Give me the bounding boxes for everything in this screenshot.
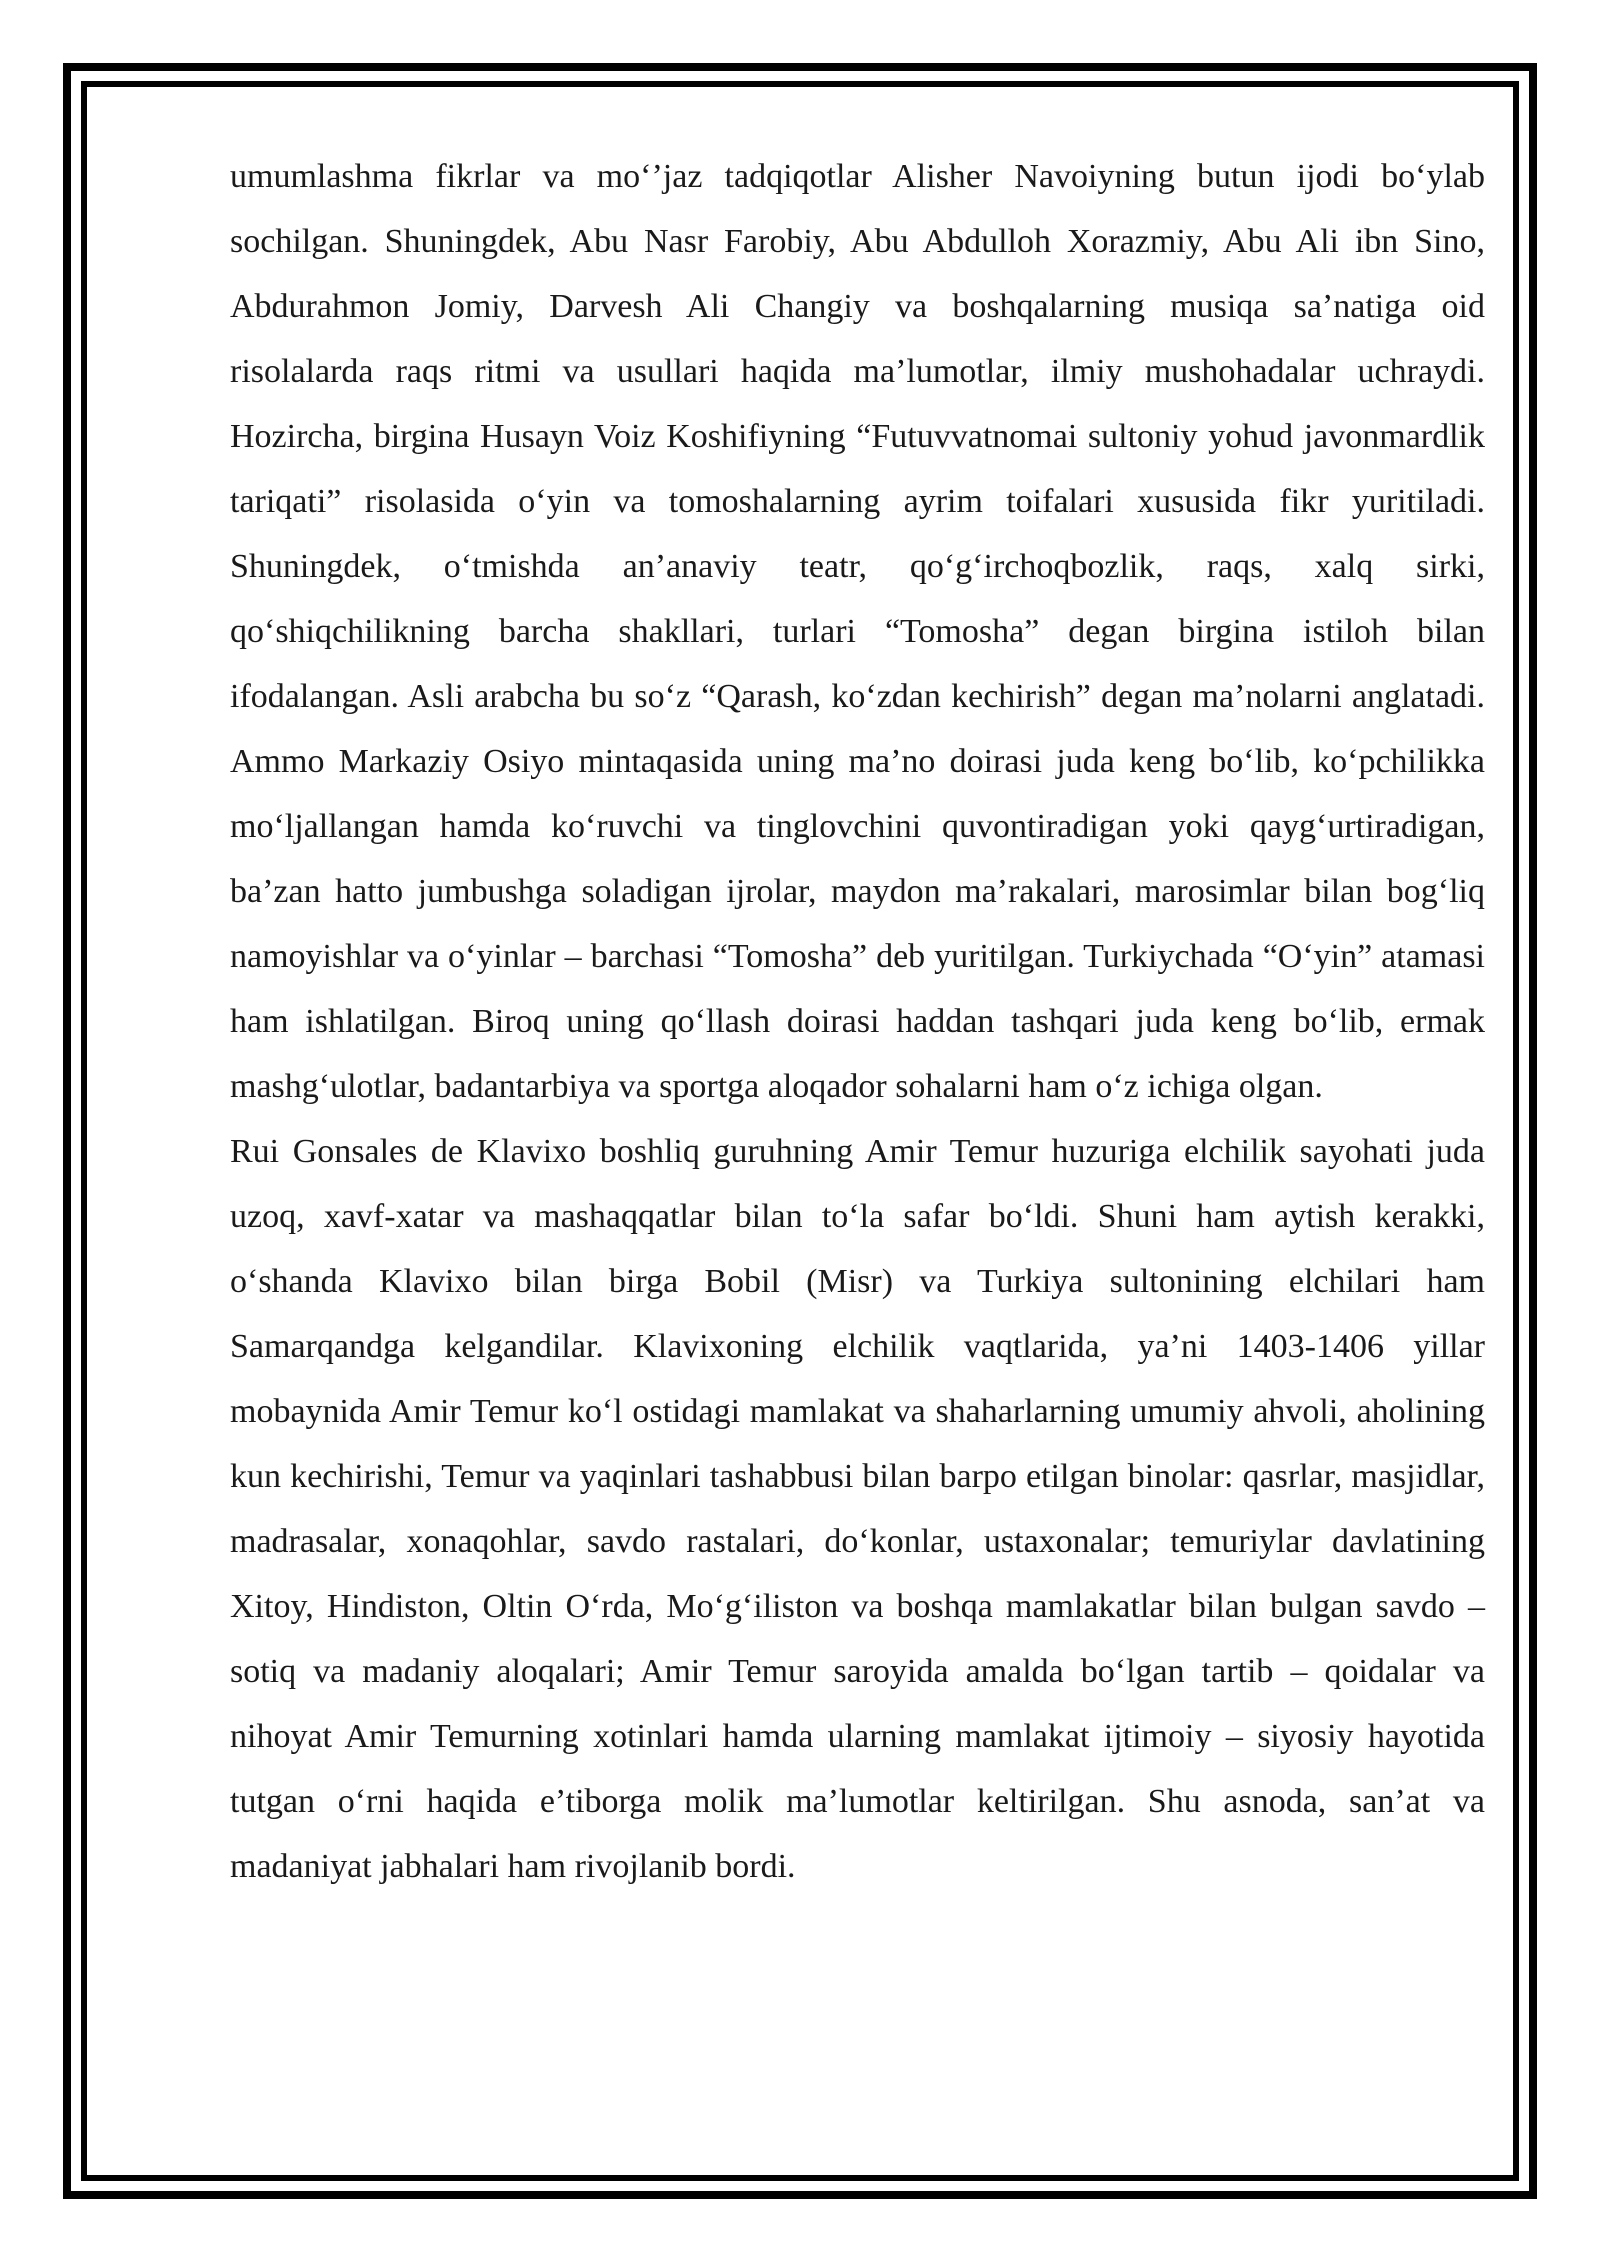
paragraph-1: umumlashma fikrlar va mo‘’jaz tadqiqotlar Alisher Navoiyning butun ijodi bo‘ylab sochilgan. Shuningdek, Abu Nasr Farobiy, Abu Abdulloh Xorazmiy, Abu Ali ibn Sino, Abdurahmon Jomiy, Darvesh Ali Changiy va boshqalarning musiqa sa’natiga oid risolalarda raqs ritmi va usullari haqida ma’lumotlar, ilmiy mushohadalar uchraydi. Hozircha, birgina Husayn Voiz Koshifiyning “Futuvvatnomai sultoniy yohud javonmardlik tariqati” risolasida o‘yin va tomoshalarning ayrim toifalari xususida fikr yuritiladi. Shuningdek, o‘tmishda an’anaviy teatr, qo‘g‘irchoqbozlik, raqs, xalq sirki, qo‘shiqchilikning barcha shakllari, turlari “Tomosha” degan birgina istiloh bilan ifodalangan. Asli arabcha bu so‘z “Qarash, ko‘zdan kechirish” degan ma’nolarni anglatadi. Ammo Markaziy Osiyo mintaqasida uning ma’no doirasi juda keng bo‘lib, ko‘pchilikka mo‘ljallangan hamda ko‘ruvchi va tinglovchini quvontiradigan yoki qayg‘urtiradigan, ba’zan hatto jumbushga soladigan ijrolar, maydon ma’rakalari, marosimlar bilan bog‘liq namoyishlar va o‘yinlar – barchasi “Tomosha” deb yuritilgan. Turkiychada “O‘yin” atamasi ham ishlatilgan. Biroq uning qo‘llash doirasi haddan tashqari juda keng bo‘lib, ermak mashg‘ulotlar, badantarbiya va sportga aloqador sohalarni ham o‘z ichiga olgan. bbox=[230, 158, 1485, 1105]
body-text bbox=[230, 144, 1485, 1899]
paragraph-2: Rui Gonsales de Klavixo boshliq guruhning Amir Temur huzuriga elchilik sayohati juda uzoq, xavf-xatar va mashaqqatlar bilan to‘la safar bo‘ldi. Shuni ham aytish kerakki, o‘shanda Klavixo bilan birga Bobil (Misr) va Turkiya sultonining elchilari ham Samarqandga kelgandilar. Klavixoning elchilik vaqtlarida, ya’ni 1403-1406 yillar mobaynida Amir Temur ko‘l ostidagi mamlakat va shaharlarning umumiy ahvoli, aholining kun kechirishi, Temur va yaqinlari tashabbusi bilan barpo etilgan binolar: qasrlar, masjidlar, madrasalar, xonaqohlar, savdo rastalari, do‘konlar, ustaxonalar; temuriylar davlatining Xitoy, Hindiston, Oltin O‘rda, Mo‘g‘iliston va boshqa mamlakatlar bilan bulgan savdo – sotiq va madaniy aloqalari; Amir Temur saroyida amalda bo‘lgan tartib – qoidalar va nihoyat Amir Temurning xotinlari hamda ularning mamlakat ijtimoiy – siyosiy hayotida tutgan o‘rni haqida e’tiborga molik ma’lumotlar keltirilgan. Shu asnoda, san’at va madaniyat jabhalari ham rivojlanib bordi. bbox=[230, 1133, 1485, 1885]
